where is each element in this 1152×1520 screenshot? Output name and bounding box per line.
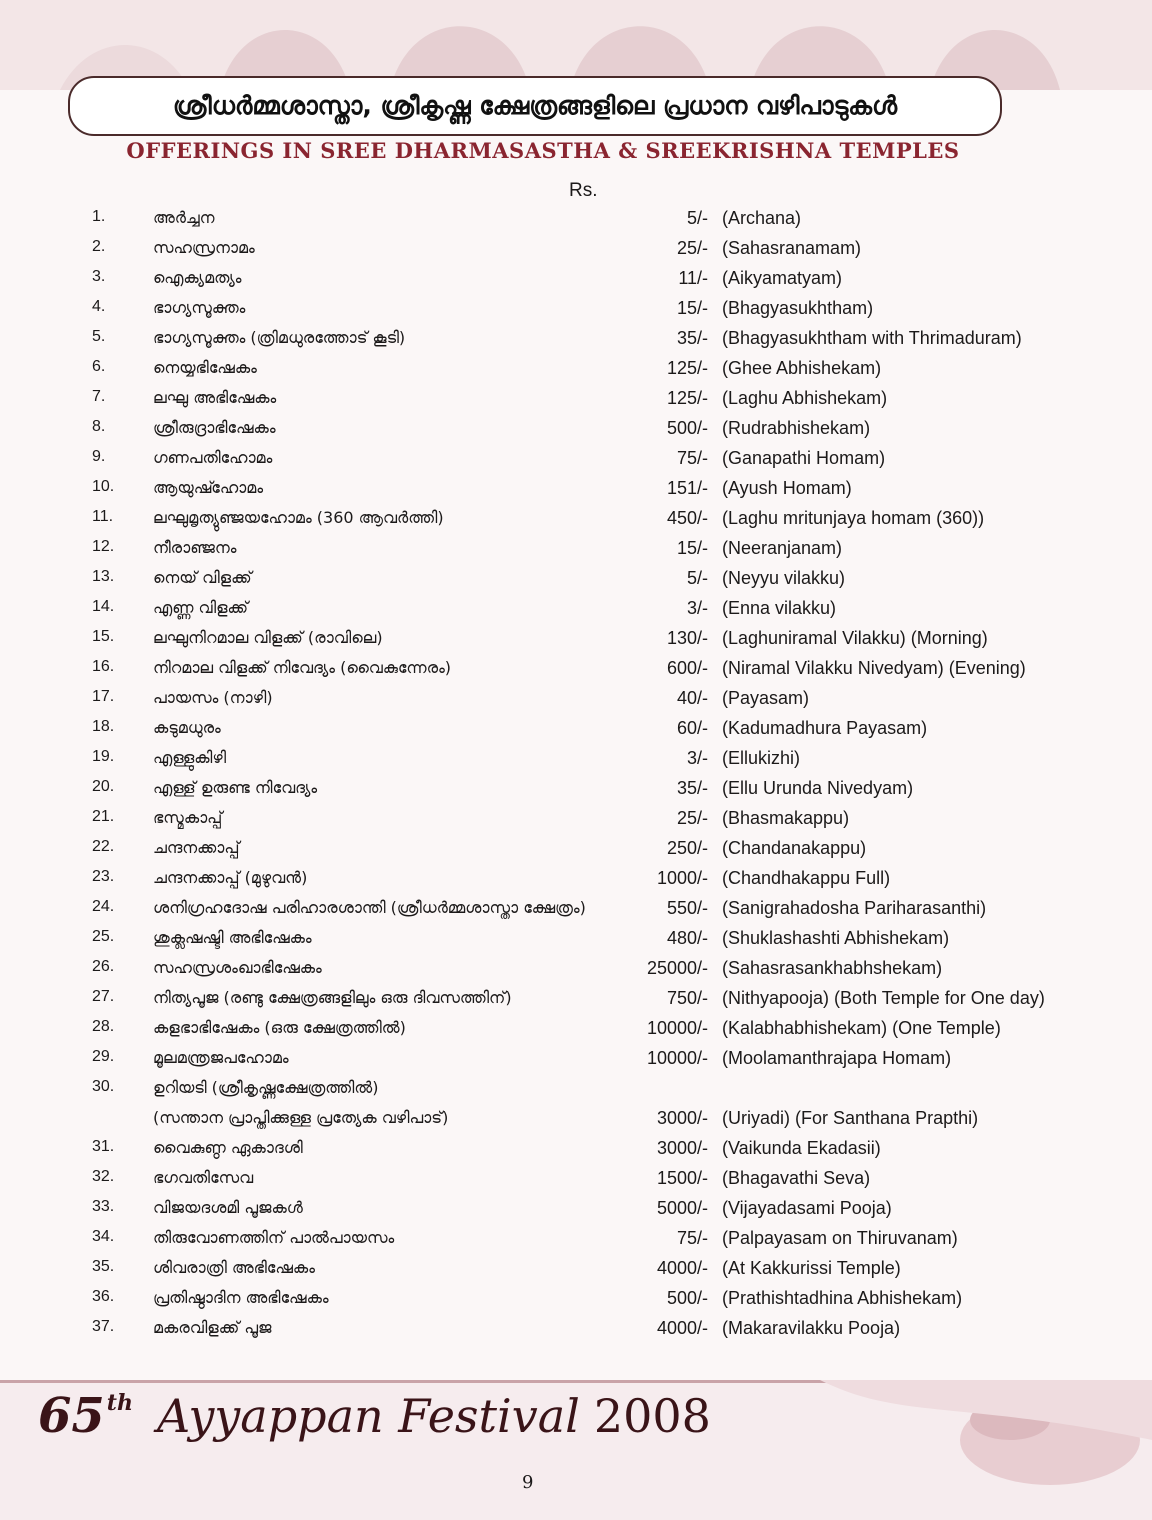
offering-row (0, 774, 1152, 804)
offering-price: 5/- (686, 568, 708, 588)
offering-row (0, 1044, 1152, 1074)
offering-number: 36. (92, 1288, 115, 1305)
offering-malayalam-name: ഭാഗ്യസൂക്തം (ത്രിമധുരത്തോട് കൂടി) (153, 328, 406, 347)
offering-number: 2. (92, 238, 106, 255)
offering-price: 4000/- (656, 1318, 708, 1338)
offering-price: 600/- (666, 658, 708, 678)
offering-row (0, 474, 1152, 504)
offering-malayalam-name: ഉറിയടി (ശ്രീകൃഷ്ണക്ഷേത്രത്തിൽ) (153, 1078, 379, 1097)
offering-malayalam-name: എള്ള് ഉരുണ്ട നിവേദ്യം (153, 778, 318, 797)
offering-row (0, 714, 1152, 744)
offering-english-name: (At Kakkurissi Temple) (722, 1258, 901, 1278)
offering-number: 13. (92, 568, 115, 585)
offering-price: 25/- (676, 808, 708, 828)
festival-title (38, 1388, 711, 1458)
offering-english-name: (Archana) (722, 208, 802, 228)
offering-malayalam-name: എള്ളുകിഴി (153, 748, 227, 767)
offering-row (0, 594, 1152, 624)
offering-row (0, 834, 1152, 864)
offering-english-name: (Kalabhabhishekam) (One Temple) (722, 1018, 1001, 1038)
offering-price: 35/- (676, 328, 708, 348)
offering-number: 33. (92, 1198, 115, 1215)
offering-number: 7. (92, 388, 106, 405)
offering-number: 23. (92, 868, 115, 885)
offering-number: 1. (92, 208, 106, 225)
offering-number: 31. (92, 1138, 115, 1155)
offering-malayalam-name: ചന്ദനക്കാപ്പ് (153, 838, 240, 857)
offering-row (0, 744, 1152, 774)
offering-english-name: (Chandanakappu) (722, 838, 867, 858)
offering-malayalam-name: ഗണപതിഹോമം (153, 448, 273, 467)
offering-english-name: (Ghee Abhishekam) (722, 358, 882, 378)
offering-price: 5/- (686, 208, 708, 228)
offering-price: 10000/- (646, 1048, 708, 1068)
offering-number: 6. (92, 358, 106, 375)
offering-number: 22. (92, 838, 115, 855)
offering-malayalam-name: നെയ് വിളക്ക് (153, 568, 252, 587)
offering-number: 32. (92, 1168, 115, 1185)
offering-price: 15/- (676, 538, 708, 558)
offering-english-name: (Payasam) (722, 688, 810, 708)
offering-english-name: (Laghu mritunjaya homam (360)) (722, 508, 985, 528)
offering-english-name: (Ganapathi Homam) (722, 448, 886, 468)
offering-price: 130/- (666, 628, 708, 648)
offering-english-name: (Laghu Abhishekam) (722, 388, 888, 408)
offering-malayalam-name: സഹസ്രശംഖാഭിഷേകം (153, 958, 322, 977)
offering-malayalam-name: സഹസ്രനാമം (153, 238, 255, 257)
offering-english-name: (Vaikunda Ekadasii) (722, 1138, 881, 1158)
offering-number: 35. (92, 1258, 115, 1275)
offering-price: 500/- (666, 1288, 708, 1308)
offering-malayalam-name: നെയ്യഭിഷേകം (153, 358, 257, 377)
offering-english-name: (Uriyadi) (For Santhana Prapthi) (722, 1108, 979, 1128)
offering-price: 3/- (686, 598, 708, 618)
offering-malayalam-name: തിരുവോണത്തിന് പാൽപായസം (153, 1228, 395, 1247)
offering-number: 24. (92, 898, 115, 915)
offering-english-name: (Vijayadasami Pooja) (722, 1198, 892, 1218)
offering-malayalam-name: ഐക്യമത്യം (153, 268, 242, 287)
offerings-list (0, 204, 1152, 1344)
offering-row (0, 684, 1152, 714)
offering-english-name: (Aikyamatyam) (722, 268, 843, 288)
offering-row (0, 654, 1152, 684)
offering-row (0, 804, 1152, 834)
offering-english-name: (Laghuniramal Vilakku) (Morning) (722, 628, 988, 648)
offering-english-name: (Prathishtadhina Abhishekam) (722, 1288, 963, 1308)
offering-number: 10. (92, 478, 115, 495)
offering-english-name: (Bhagyasukhtham with Thrimaduram) (722, 328, 1022, 348)
offering-price: 550/- (666, 898, 708, 918)
offering-price: 5000/- (656, 1198, 708, 1218)
offering-malayalam-name: പ്രതിഷ്ഠാദിന അഭിഷേകം (153, 1288, 329, 1307)
offering-malayalam-name: ശുക്ലഷഷ്ടി അഭിഷേകം (153, 928, 312, 947)
offering-malayalam-name: ആയുഷ്ഹോമം (153, 478, 264, 497)
offering-price: 1500/- (656, 1168, 708, 1188)
offering-price: 480/- (666, 928, 708, 948)
offering-malayalam-name: ഭഗവതിസേവ (153, 1168, 254, 1187)
offering-number: 27. (92, 988, 115, 1005)
offering-number: 37. (92, 1318, 115, 1335)
offering-malayalam-name: ശിവരാത്രി അഭിഷേകം (153, 1258, 315, 1277)
offering-malayalam-name: കടുമധുരം (153, 718, 221, 737)
offering-row (0, 354, 1152, 384)
offering-malayalam-name: വിജയദശമി പൂജകൾ (153, 1198, 303, 1217)
offering-malayalam-name: നിത്യപൂജ (രണ്ടു ക്ഷേത്രങ്ങളിലും ഒരു ദിവസത്തിന്) (153, 988, 512, 1007)
offering-english-name: (Bhasmakappu) (722, 808, 850, 828)
offering-malayalam-name: പായസം (നാഴി) (153, 688, 273, 707)
offering-malayalam-name: ഭസ്മകാപ്പ് (153, 808, 223, 827)
offering-price: 11/- (678, 268, 708, 288)
offering-price: 75/- (676, 448, 708, 468)
offering-english-name: (Ellu Urunda Nivedyam) (722, 778, 914, 798)
offering-row (0, 1224, 1152, 1254)
offering-malayalam-name: ചന്ദനക്കാപ്പ് (മുഴുവൻ) (153, 868, 308, 887)
offering-price: 151/- (666, 478, 708, 498)
festival-name: Ayyappan Festival (156, 1389, 580, 1443)
offering-number: 8. (92, 418, 106, 435)
offering-number: 26. (92, 958, 115, 975)
offering-price: 35/- (676, 778, 708, 798)
offering-english-name: (Rudrabhishekam) (722, 418, 871, 438)
offering-number: 11. (92, 508, 114, 525)
offering-price: 40/- (676, 688, 708, 708)
offering-row (0, 894, 1152, 924)
offering-malayalam-name: എണ്ണ വിളക്ക് (153, 598, 249, 617)
offering-row (0, 1314, 1152, 1344)
offering-number: 9. (92, 448, 106, 465)
offering-english-name: (Moolamanthrajapa Homam) (722, 1048, 952, 1068)
offering-row (0, 264, 1152, 294)
offering-english-name: (Enna vilakku) (722, 598, 837, 618)
offering-malayalam-name: ശനിഗ്രഹദോഷ പരിഹാരശാന്തി (ശ്രീധർമ്മശാസ്താ ക്ഷേത്രം) (153, 898, 586, 917)
offering-price: 3000/- (656, 1108, 708, 1128)
offering-malayalam-name: വൈകുണ്ഠ ഏകാദശി (153, 1138, 303, 1157)
offering-number: 30. (92, 1078, 115, 1095)
offering-english-name: (Sanigrahadosha Pariharasanthi) (722, 898, 987, 918)
offering-row (0, 954, 1152, 984)
offering-english-name: (Chandhakappu Full) (722, 868, 891, 888)
page-number: 9 (522, 1472, 534, 1493)
offering-malayalam-name: ശ്രീരുദ്രാഭിഷേകം (153, 418, 276, 437)
offering-price: 15/- (676, 298, 708, 318)
offering-row (0, 984, 1152, 1014)
offering-english-name: (Nithyapooja) (Both Temple for One day) (722, 988, 1045, 1008)
offering-number: 4. (92, 298, 106, 315)
offering-malayalam-note: (സന്താന പ്രാപ്തിക്കുള്ള പ്രത്യേക വഴിപാട്) (153, 1108, 449, 1127)
offering-row (0, 564, 1152, 594)
offering-row (0, 924, 1152, 954)
offering-number: 12. (92, 538, 115, 555)
offering-row (0, 324, 1152, 354)
offering-price: 125/- (666, 358, 708, 378)
offering-english-name: (Sahasranamam) (722, 238, 862, 258)
offering-price: 250/- (666, 838, 708, 858)
malayalam-title: ശ്രീധർമ്മശാസ്താ, ശ്രീകൃഷ്ണ ക്ഷേത്രങ്ങളിലെ പ്രധാന വഴിപാടുകൾ (172, 91, 898, 120)
offering-row (0, 534, 1152, 564)
offering-price: 4000/- (656, 1258, 708, 1278)
offering-english-name: (Palpayasam on Thiruvanam) (722, 1228, 958, 1248)
offering-row (0, 1284, 1152, 1314)
offering-english-name: (Shuklashashti Abhishekam) (722, 928, 950, 948)
offering-english-name: (Niramal Vilakku Nivedyam) (Evening) (722, 658, 1026, 678)
offering-row (0, 864, 1152, 894)
offering-row (0, 1164, 1152, 1194)
offering-number: 25. (92, 928, 115, 945)
english-title: OFFERINGS IN SREE DHARMASASTHA & SREEKRISHNA TEMPLES (126, 138, 960, 163)
offering-price: 75/- (676, 1228, 708, 1248)
offering-english-name: (Ellukizhi) (722, 748, 801, 768)
offering-number: 3. (92, 268, 106, 285)
offering-row (0, 624, 1152, 654)
offering-row (0, 384, 1152, 414)
offering-row (0, 1194, 1152, 1224)
offering-malayalam-name: നീരാഞ്ജനം (153, 538, 237, 557)
offering-english-name: (Sahasrasankhabhshekam) (722, 958, 943, 978)
offering-row (0, 1134, 1152, 1164)
offering-english-name: (Ayush Homam) (722, 478, 852, 498)
offering-row (0, 294, 1152, 324)
offering-row (0, 204, 1152, 234)
offering-number: 5. (92, 328, 106, 345)
offering-malayalam-name: ഭാഗ്യസൂക്തം (153, 298, 246, 317)
offering-price: 3/- (686, 748, 708, 768)
offering-english-name: (Bhagavathi Seva) (722, 1168, 871, 1188)
offering-price: 60/- (676, 718, 708, 738)
offering-row (0, 1254, 1152, 1284)
offering-number: 19. (92, 748, 115, 765)
offering-english-name: (Neyyu vilakku) (722, 568, 846, 588)
malayalam-title-box (68, 76, 1002, 136)
offering-row (0, 234, 1152, 264)
offering-number: 20. (92, 778, 115, 795)
edition-number: 65 (38, 1388, 105, 1444)
offering-malayalam-name: ലഘുമൃത്യുഞ്ജയഹോമം (360 ആവർത്തി) (153, 508, 444, 527)
offering-english-name: (Kadumadhura Payasam) (722, 718, 928, 738)
offering-row (0, 504, 1152, 534)
offering-number: 17. (92, 688, 115, 705)
offering-number: 16. (92, 658, 115, 675)
currency-label: Rs. (569, 180, 598, 201)
offering-price: 125/- (666, 388, 708, 408)
offering-malayalam-name: ലഘു അഭിഷേകം (153, 388, 277, 407)
offering-price: 1000/- (656, 868, 708, 888)
offering-malayalam-name: അർച്ചന (153, 208, 215, 227)
offering-malayalam-name: കളഭാഭിഷേകം (ഒരു ക്ഷേത്രത്തിൽ) (153, 1018, 406, 1037)
offering-number: 21. (92, 808, 115, 825)
offering-number: 34. (92, 1228, 115, 1245)
offering-malayalam-name: മൂലമന്ത്രജപഹോമം (153, 1048, 289, 1067)
offering-row (0, 444, 1152, 474)
offering-row (0, 1074, 1152, 1134)
offering-row (0, 1014, 1152, 1044)
offering-number: 14. (92, 598, 115, 615)
offering-number: 15. (92, 628, 115, 645)
offering-malayalam-name: ലഘുനിറമാല വിളക്ക് (രാവിലെ) (153, 628, 383, 647)
edition-suffix: th (106, 1390, 133, 1416)
offering-price: 3000/- (656, 1138, 708, 1158)
offering-price: 450/- (666, 508, 708, 528)
offering-english-name: (Neeranjanam) (722, 538, 843, 558)
festival-year: 2008 (593, 1389, 711, 1443)
offering-price: 750/- (666, 988, 708, 1008)
offering-price: 10000/- (646, 1018, 708, 1038)
offering-malayalam-name: മകരവിളക്ക് പൂജ (153, 1318, 272, 1337)
offering-row (0, 414, 1152, 444)
offering-malayalam-name: നിറമാല വിളക്ക് നിവേദ്യം (വൈകുന്നേരം) (153, 658, 452, 677)
offering-number: 29. (92, 1048, 115, 1065)
offering-number: 18. (92, 718, 115, 735)
offering-price: 500/- (666, 418, 708, 438)
offering-number: 28. (92, 1018, 115, 1035)
offering-price: 25000/- (646, 958, 708, 978)
offering-price: 25/- (676, 238, 708, 258)
offering-english-name: (Bhagyasukhtham) (722, 298, 874, 318)
offering-english-name: (Makaravilakku Pooja) (722, 1318, 901, 1338)
